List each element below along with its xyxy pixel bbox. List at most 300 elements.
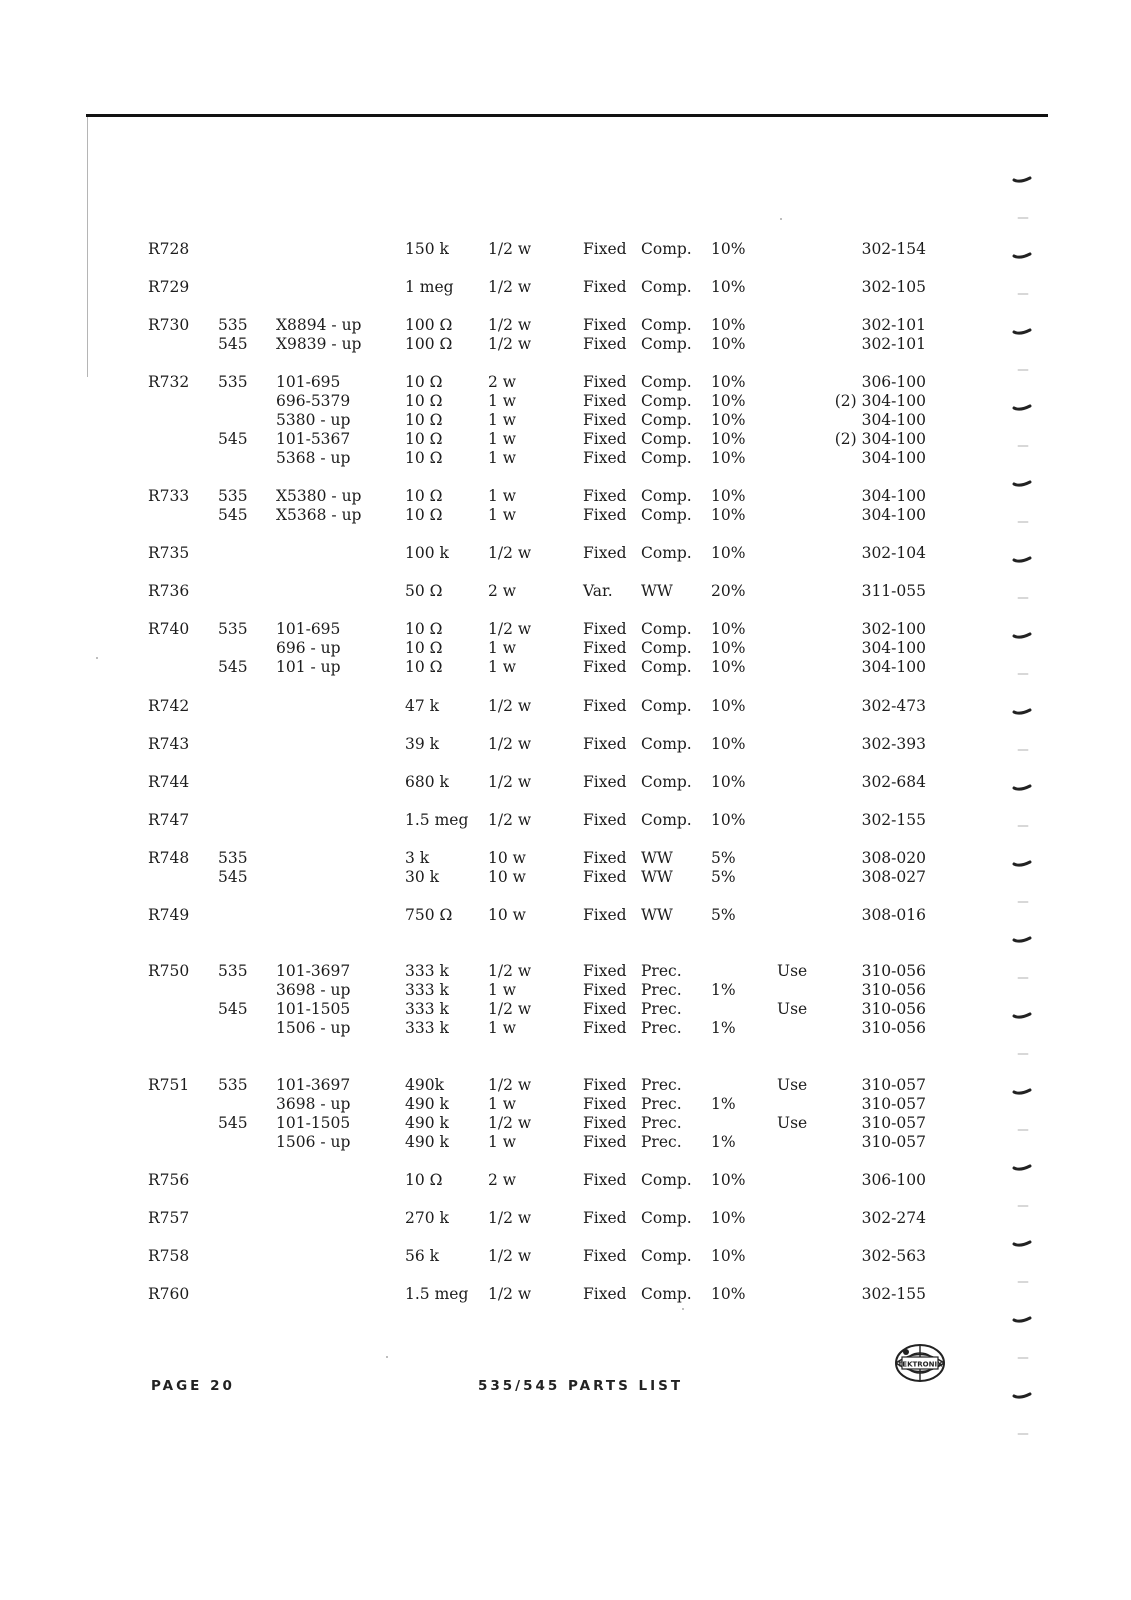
- tolerance: 10%: [711, 487, 746, 505]
- resistance-value: 680 k: [405, 773, 449, 791]
- serial-range: 696-5379: [276, 392, 351, 410]
- table-row: [0, 1247, 1131, 1266]
- resistor-material: Prec.: [641, 962, 682, 980]
- resistor-material: Comp.: [641, 449, 692, 467]
- resistance-value: 10 Ω: [405, 392, 443, 410]
- edge-mark: [1014, 938, 1030, 941]
- resistor-material: Comp.: [641, 240, 692, 258]
- resistor-material: Comp.: [641, 1171, 692, 1189]
- resistor-type: Fixed: [583, 811, 627, 829]
- resistance-value: 10 Ω: [405, 449, 443, 467]
- resistor-material: Comp.: [641, 697, 692, 715]
- table-row: [0, 278, 1131, 297]
- resistor-material: Comp.: [641, 811, 692, 829]
- serial-range: X8894 - up: [276, 316, 362, 334]
- serial-range: 101-1505: [276, 1000, 351, 1018]
- part-number: 302-101: [861, 316, 926, 334]
- resistor-type: Fixed: [583, 1285, 627, 1303]
- serial-range: X5380 - up: [276, 487, 362, 505]
- tolerance: 10%: [711, 240, 746, 258]
- table-row: [0, 697, 1131, 716]
- tolerance: 10%: [711, 1171, 746, 1189]
- part-number: 304-100: [861, 449, 926, 467]
- resistance-value: 150 k: [405, 240, 449, 258]
- resistor-type: Fixed: [583, 1171, 627, 1189]
- tolerance: 10%: [711, 449, 746, 467]
- serial-range: 3698 - up: [276, 981, 351, 999]
- resistor-material: Comp.: [641, 735, 692, 753]
- resistor-material: WW: [641, 849, 673, 867]
- table-row: [0, 658, 1131, 677]
- edge-mark: [1014, 786, 1030, 789]
- resistor-type: Fixed: [583, 981, 627, 999]
- resistor-material: Comp.: [641, 430, 692, 448]
- wattage: 1/2 w: [488, 1285, 532, 1303]
- resistor-material: Comp.: [641, 1285, 692, 1303]
- resistance-value: 39 k: [405, 735, 440, 753]
- table-row: [0, 506, 1131, 525]
- resistor-type: Fixed: [583, 411, 627, 429]
- usage-note: Use: [777, 962, 808, 980]
- serial-range: X5368 - up: [276, 506, 362, 524]
- scan-speck: [386, 1356, 388, 1358]
- document-title: 535/545 PARTS LIST: [478, 1378, 684, 1394]
- resistor-type: Fixed: [583, 868, 627, 886]
- part-ref: R751: [148, 1076, 190, 1094]
- resistance-value: 50 Ω: [405, 582, 443, 600]
- resistor-material: Prec.: [641, 981, 682, 999]
- instrument-model: 545: [218, 506, 248, 524]
- resistor-type: Fixed: [583, 487, 627, 505]
- tolerance: 10%: [711, 278, 746, 296]
- resistance-value: 1 meg: [405, 278, 454, 296]
- wattage: 1/2 w: [488, 544, 532, 562]
- usage-note: Use: [777, 1000, 808, 1018]
- edge-mark: [1014, 1318, 1030, 1321]
- serial-range: X9839 - up: [276, 335, 362, 353]
- edge-mark: [1014, 862, 1030, 865]
- wattage: 10 w: [488, 868, 526, 886]
- serial-range: 101-695: [276, 373, 341, 391]
- tolerance: 5%: [711, 906, 736, 924]
- wattage: 2 w: [488, 373, 517, 391]
- tolerance: 5%: [711, 849, 736, 867]
- tolerance: 5%: [711, 868, 736, 886]
- table-row: [0, 373, 1131, 392]
- svg-text:TEKTRONIX: TEKTRONIX: [897, 1360, 943, 1369]
- resistance-value: 10 Ω: [405, 411, 443, 429]
- resistor-material: Comp.: [641, 773, 692, 791]
- wattage: 1 w: [488, 639, 517, 657]
- part-number: 310-056: [861, 962, 926, 980]
- wattage: 1 w: [488, 449, 517, 467]
- part-number: 310-057: [861, 1076, 926, 1094]
- resistor-material: Comp.: [641, 335, 692, 353]
- resistor-material: Comp.: [641, 620, 692, 638]
- wattage: 1 w: [488, 430, 517, 448]
- table-row: [0, 981, 1131, 1000]
- edge-mark: [1014, 1014, 1030, 1017]
- part-ref: R736: [148, 582, 190, 600]
- edge-mark: [1014, 406, 1030, 409]
- part-ref: R735: [148, 544, 190, 562]
- wattage: 10 w: [488, 849, 526, 867]
- part-number: 304-100: [861, 411, 926, 429]
- part-number: 310-056: [861, 981, 926, 999]
- resistor-material: Comp.: [641, 373, 692, 391]
- edge-mark: [1014, 1394, 1030, 1397]
- resistance-value: 490k: [405, 1076, 444, 1094]
- tolerance: 1%: [711, 981, 736, 999]
- serial-range: 1506 - up: [276, 1133, 351, 1151]
- part-number: 310-056: [861, 1019, 926, 1037]
- resistance-value: 333 k: [405, 1000, 449, 1018]
- part-number: 306-100: [861, 1171, 926, 1189]
- table-row: [0, 582, 1131, 601]
- resistor-type: Fixed: [583, 240, 627, 258]
- resistor-material: Prec.: [641, 1076, 682, 1094]
- wattage: 1 w: [488, 392, 517, 410]
- tolerance: 10%: [711, 1247, 746, 1265]
- resistance-value: 333 k: [405, 962, 449, 980]
- tolerance: 1%: [711, 1133, 736, 1151]
- part-number: 308-027: [861, 868, 926, 886]
- part-number: 310-057: [861, 1095, 926, 1113]
- tolerance: 10%: [711, 658, 746, 676]
- part-ref: R732: [148, 373, 190, 391]
- part-number: 302-105: [861, 278, 926, 296]
- part-number: 302-473: [861, 697, 926, 715]
- resistance-value: 3 k: [405, 849, 430, 867]
- wattage: 1 w: [488, 411, 517, 429]
- tolerance: 10%: [711, 544, 746, 562]
- table-row: [0, 240, 1131, 259]
- resistance-value: 10 Ω: [405, 506, 443, 524]
- instrument-model: 545: [218, 868, 248, 886]
- part-number: (2) 304-100: [834, 392, 926, 410]
- part-ref: R728: [148, 240, 190, 258]
- wattage: 1/2 w: [488, 316, 532, 334]
- part-ref: R758: [148, 1247, 190, 1265]
- resistor-material: WW: [641, 906, 673, 924]
- table-row: [0, 1019, 1131, 1038]
- part-number: 302-563: [861, 1247, 926, 1265]
- part-number: (2) 304-100: [834, 430, 926, 448]
- table-row: [0, 449, 1131, 468]
- scan-speck: [682, 1308, 684, 1310]
- resistor-type: Fixed: [583, 1247, 627, 1265]
- part-ref: R730: [148, 316, 190, 334]
- resistance-value: 10 Ω: [405, 620, 443, 638]
- wattage: 1 w: [488, 981, 517, 999]
- resistor-type: Fixed: [583, 430, 627, 448]
- resistor-type: Fixed: [583, 1076, 627, 1094]
- serial-range: 1506 - up: [276, 1019, 351, 1037]
- part-number: 302-684: [861, 773, 926, 791]
- usage-note: Use: [777, 1076, 808, 1094]
- resistance-value: 490 k: [405, 1095, 449, 1113]
- serial-range: 101-695: [276, 620, 341, 638]
- part-ref: R749: [148, 906, 190, 924]
- part-number: 306-100: [861, 373, 926, 391]
- table-row: [0, 906, 1131, 925]
- tolerance: 10%: [711, 697, 746, 715]
- table-row: [0, 392, 1131, 411]
- scan-speck: [780, 218, 782, 220]
- table-row: [0, 1095, 1131, 1114]
- resistance-value: 100 Ω: [405, 316, 453, 334]
- resistor-material: Prec.: [641, 1114, 682, 1132]
- resistor-type: Fixed: [583, 697, 627, 715]
- wattage: 1/2 w: [488, 773, 532, 791]
- resistor-material: Prec.: [641, 1000, 682, 1018]
- instrument-model: 535: [218, 962, 248, 980]
- table-row: [0, 735, 1131, 754]
- table-row: [0, 411, 1131, 430]
- resistor-material: Comp.: [641, 392, 692, 410]
- part-ref: R743: [148, 735, 190, 753]
- resistance-value: 100 k: [405, 544, 449, 562]
- part-ref: R733: [148, 487, 190, 505]
- serial-range: 3698 - up: [276, 1095, 351, 1113]
- tolerance: 10%: [711, 373, 746, 391]
- resistor-type: Fixed: [583, 849, 627, 867]
- edge-mark: [1014, 634, 1030, 637]
- resistor-material: Comp.: [641, 411, 692, 429]
- edge-mark: [1014, 482, 1030, 485]
- part-ref: R740: [148, 620, 190, 638]
- resistor-material: Prec.: [641, 1133, 682, 1151]
- resistance-value: 30 k: [405, 868, 440, 886]
- instrument-model: 545: [218, 335, 248, 353]
- resistor-type: Fixed: [583, 506, 627, 524]
- resistor-type: Fixed: [583, 639, 627, 657]
- table-row: [0, 1171, 1131, 1190]
- resistance-value: 1.5 meg: [405, 811, 469, 829]
- instrument-model: 545: [218, 658, 248, 676]
- wattage: 1/2 w: [488, 240, 532, 258]
- resistance-value: 10 Ω: [405, 487, 443, 505]
- wattage: 1 w: [488, 506, 517, 524]
- wattage: 1 w: [488, 487, 517, 505]
- part-number: 302-154: [861, 240, 926, 258]
- part-ref: R756: [148, 1171, 190, 1189]
- instrument-model: 535: [218, 620, 248, 638]
- part-number: 302-155: [861, 811, 926, 829]
- part-ref: R742: [148, 697, 190, 715]
- tolerance: 10%: [711, 392, 746, 410]
- part-number: 304-100: [861, 487, 926, 505]
- part-number: 304-100: [861, 506, 926, 524]
- resistor-type: Fixed: [583, 962, 627, 980]
- table-row: [0, 639, 1131, 658]
- wattage: 1/2 w: [488, 697, 532, 715]
- part-ref: R729: [148, 278, 190, 296]
- resistance-value: 10 Ω: [405, 1171, 443, 1189]
- page-number: PAGE 20: [151, 1378, 235, 1394]
- resistor-type: Fixed: [583, 1095, 627, 1113]
- resistance-value: 1.5 meg: [405, 1285, 469, 1303]
- resistor-material: WW: [641, 868, 673, 886]
- wattage: 1/2 w: [488, 811, 532, 829]
- table-row: [0, 849, 1131, 868]
- table-row: [0, 962, 1131, 981]
- resistor-material: Comp.: [641, 316, 692, 334]
- part-number: 302-101: [861, 335, 926, 353]
- part-ref: R747: [148, 811, 190, 829]
- part-number: 308-016: [861, 906, 926, 924]
- resistor-type: Fixed: [583, 906, 627, 924]
- part-number: 310-056: [861, 1000, 926, 1018]
- wattage: 2 w: [488, 582, 517, 600]
- wattage: 1 w: [488, 1095, 517, 1113]
- resistance-value: 270 k: [405, 1209, 449, 1227]
- serial-range: 101 - up: [276, 658, 341, 676]
- serial-range: 5368 - up: [276, 449, 351, 467]
- part-ref: R748: [148, 849, 190, 867]
- table-row: [0, 1000, 1131, 1019]
- tolerance: 10%: [711, 735, 746, 753]
- wattage: 1 w: [488, 1133, 517, 1151]
- tolerance: 10%: [711, 430, 746, 448]
- resistance-value: 10 Ω: [405, 373, 443, 391]
- scan-speck: [96, 657, 98, 659]
- usage-note: Use: [777, 1114, 808, 1132]
- tolerance: 10%: [711, 1209, 746, 1227]
- resistance-value: 10 Ω: [405, 658, 443, 676]
- part-ref: R750: [148, 962, 190, 980]
- wattage: 1/2 w: [488, 1247, 532, 1265]
- part-ref: R744: [148, 773, 190, 791]
- serial-range: 101-3697: [276, 1076, 351, 1094]
- resistor-material: Comp.: [641, 658, 692, 676]
- wattage: 1 w: [488, 658, 517, 676]
- resistor-type: Fixed: [583, 373, 627, 391]
- instrument-model: 545: [218, 430, 248, 448]
- table-row: [0, 1076, 1131, 1095]
- part-number: 308-020: [861, 849, 926, 867]
- tolerance: 1%: [711, 1019, 736, 1037]
- resistor-type: Fixed: [583, 316, 627, 334]
- part-number: 310-057: [861, 1114, 926, 1132]
- table-row: [0, 430, 1131, 449]
- resistor-type: Fixed: [583, 658, 627, 676]
- wattage: 10 w: [488, 906, 526, 924]
- resistor-type: Fixed: [583, 278, 627, 296]
- resistance-value: 47 k: [405, 697, 440, 715]
- edge-mark: [1014, 1090, 1030, 1093]
- resistance-value: 56 k: [405, 1247, 440, 1265]
- resistor-material: WW: [641, 582, 673, 600]
- resistor-type: Fixed: [583, 773, 627, 791]
- serial-range: 5380 - up: [276, 411, 351, 429]
- instrument-model: 535: [218, 487, 248, 505]
- wattage: 1/2 w: [488, 1076, 532, 1094]
- resistor-type: Fixed: [583, 1019, 627, 1037]
- table-row: [0, 773, 1131, 792]
- part-number: 302-393: [861, 735, 926, 753]
- wattage: 1/2 w: [488, 1114, 532, 1132]
- part-ref: R760: [148, 1285, 190, 1303]
- tolerance: 10%: [711, 506, 746, 524]
- tolerance: 1%: [711, 1095, 736, 1113]
- wattage: 1/2 w: [488, 962, 532, 980]
- wattage: 1/2 w: [488, 1000, 532, 1018]
- part-number: 302-104: [861, 544, 926, 562]
- resistor-material: Prec.: [641, 1095, 682, 1113]
- table-row: [0, 620, 1131, 639]
- instrument-model: 545: [218, 1114, 248, 1132]
- table-row: [0, 316, 1131, 335]
- resistor-type: Fixed: [583, 449, 627, 467]
- serial-range: 101-1505: [276, 1114, 351, 1132]
- instrument-model: 535: [218, 316, 248, 334]
- part-number: 304-100: [861, 639, 926, 657]
- resistor-material: Comp.: [641, 544, 692, 562]
- edge-mark: [1014, 330, 1030, 333]
- table-row: [0, 1209, 1131, 1228]
- resistor-material: Comp.: [641, 487, 692, 505]
- resistor-material: Comp.: [641, 1209, 692, 1227]
- part-number: 311-055: [861, 582, 926, 600]
- resistor-type: Fixed: [583, 544, 627, 562]
- part-ref: R757: [148, 1209, 190, 1227]
- tolerance: 10%: [711, 620, 746, 638]
- table-row: [0, 1285, 1131, 1304]
- resistor-material: Comp.: [641, 278, 692, 296]
- resistor-type: Fixed: [583, 1209, 627, 1227]
- tolerance: 10%: [711, 639, 746, 657]
- resistance-value: 750 Ω: [405, 906, 453, 924]
- instrument-model: 535: [218, 849, 248, 867]
- wattage: 1/2 w: [488, 620, 532, 638]
- part-number: 302-100: [861, 620, 926, 638]
- part-number: 304-100: [861, 658, 926, 676]
- scan-edge-marks: [1000, 130, 1040, 1450]
- tolerance: 20%: [711, 582, 746, 600]
- resistance-value: 333 k: [405, 981, 449, 999]
- tolerance: 10%: [711, 316, 746, 334]
- resistor-material: Comp.: [641, 639, 692, 657]
- resistor-type: Fixed: [583, 1000, 627, 1018]
- edge-mark: [1014, 178, 1030, 181]
- instrument-model: 545: [218, 1000, 248, 1018]
- tolerance: 10%: [711, 811, 746, 829]
- serial-range: 101-5367: [276, 430, 351, 448]
- resistor-type: Fixed: [583, 1114, 627, 1132]
- resistance-value: 10 Ω: [405, 430, 443, 448]
- wattage: 1/2 w: [488, 278, 532, 296]
- resistor-type: Fixed: [583, 735, 627, 753]
- instrument-model: 535: [218, 373, 248, 391]
- table-row: [0, 1133, 1131, 1152]
- table-row: [0, 868, 1131, 887]
- resistance-value: 490 k: [405, 1133, 449, 1151]
- instrument-model: 535: [218, 1076, 248, 1094]
- resistor-type: Fixed: [583, 1133, 627, 1151]
- table-row: [0, 1114, 1131, 1133]
- wattage: 2 w: [488, 1171, 517, 1189]
- resistance-value: 333 k: [405, 1019, 449, 1037]
- edge-mark: [1014, 254, 1030, 257]
- resistor-type: Var.: [583, 582, 613, 600]
- wattage: 1/2 w: [488, 1209, 532, 1227]
- edge-mark: [1014, 1242, 1030, 1245]
- part-number: 302-274: [861, 1209, 926, 1227]
- part-number: 310-057: [861, 1133, 926, 1151]
- wattage: 1/2 w: [488, 735, 532, 753]
- tolerance: 10%: [711, 335, 746, 353]
